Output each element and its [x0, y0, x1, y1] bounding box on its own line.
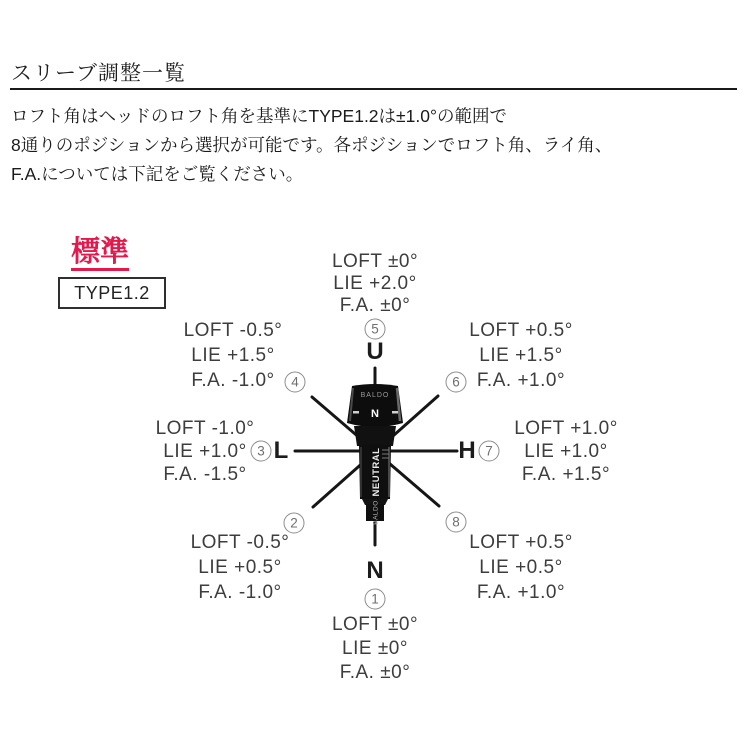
- page-title: スリーブ調整一覧: [11, 62, 186, 85]
- position-number-badge-3: 3: [251, 441, 272, 462]
- position-number-badge-7: 7: [479, 441, 500, 462]
- sleeve-adapter-illustration: [347, 384, 403, 525]
- loft-value: LOFT -0.5°: [190, 532, 290, 553]
- fa-value: F.A. -1.5°: [163, 464, 247, 485]
- fa-value: F.A. -1.0°: [191, 370, 275, 391]
- fa-value: F.A. ±0°: [339, 295, 411, 316]
- sleeve-tick-left: [353, 411, 359, 414]
- fa-value: F.A. +1.0°: [476, 370, 566, 391]
- position-block-8: [469, 530, 573, 605]
- position-number-badge-4: 4: [285, 372, 306, 393]
- position-block-1: [332, 613, 418, 685]
- position-number-badge-5: 5: [365, 319, 386, 340]
- lie-value: LIE +1.5°: [191, 345, 275, 366]
- lie-value: LIE +1.0°: [163, 441, 247, 462]
- standard-label: 標準: [71, 237, 129, 271]
- direction-letter-h: H: [458, 437, 476, 464]
- loft-value: LOFT ±0°: [331, 614, 419, 635]
- lie-value: LIE +2.0°: [333, 273, 417, 294]
- position-block-3: [156, 417, 255, 486]
- loft-value: LOFT +1.0°: [514, 418, 618, 439]
- sleeve-neutral-label: NEUTRAL: [371, 447, 382, 497]
- lie-value: LIE +0.5°: [198, 557, 282, 578]
- position-number-badge-6: 6: [446, 372, 467, 393]
- position-number-badge-1: 1: [365, 589, 386, 610]
- sleeve-neck: [354, 426, 396, 446]
- direction-letter-u: U: [366, 338, 384, 365]
- fa-value: F.A. +1.5°: [521, 464, 611, 485]
- position-block-4: [184, 318, 283, 393]
- position-block-2: [191, 530, 290, 605]
- position-number-badge-8: 8: [446, 512, 467, 533]
- sleeve-tip-label: BALDO: [372, 500, 380, 525]
- loft-value: LOFT ±0°: [331, 251, 419, 272]
- description-line: 8通りのポジションから選択が可能です。各ポジションでロフト角、ライ角、: [11, 135, 613, 155]
- loft-value: LOFT +0.5°: [469, 532, 573, 553]
- direction-letter-n: N: [366, 557, 384, 584]
- lie-value: LIE +0.5°: [479, 557, 563, 578]
- lie-value: LIE ±0°: [342, 638, 408, 659]
- fa-value: F.A. +1.0°: [476, 582, 566, 603]
- fa-value: F.A. ±0°: [339, 662, 411, 683]
- position-number-badge-2: 2: [284, 513, 305, 534]
- direction-letter-l: L: [273, 437, 289, 464]
- loft-value: LOFT +0.5°: [469, 320, 573, 341]
- lie-value: LIE +1.5°: [479, 345, 563, 366]
- sleeve-position-mark: N: [371, 408, 379, 420]
- sleeve-brand-text: BALDO: [360, 392, 390, 399]
- description-line: F.A.については下記をご覧ください。: [11, 164, 304, 184]
- type-badge: TYPE1.2: [58, 277, 166, 309]
- loft-value: LOFT -0.5°: [183, 320, 283, 341]
- position-block-5: [332, 251, 418, 317]
- lie-value: LIE +1.0°: [524, 441, 608, 462]
- description-line: ロフト角はヘッドのロフト角を基準にTYPE1.2は±1.0°の範囲で: [11, 106, 507, 126]
- sleeve-top-section: [347, 384, 403, 427]
- loft-value: LOFT -1.0°: [155, 418, 255, 439]
- fa-value: F.A. -1.0°: [198, 582, 282, 603]
- position-block-6: [469, 318, 573, 393]
- position-block-7: [514, 417, 618, 486]
- sleeve-tick-right: [392, 411, 398, 414]
